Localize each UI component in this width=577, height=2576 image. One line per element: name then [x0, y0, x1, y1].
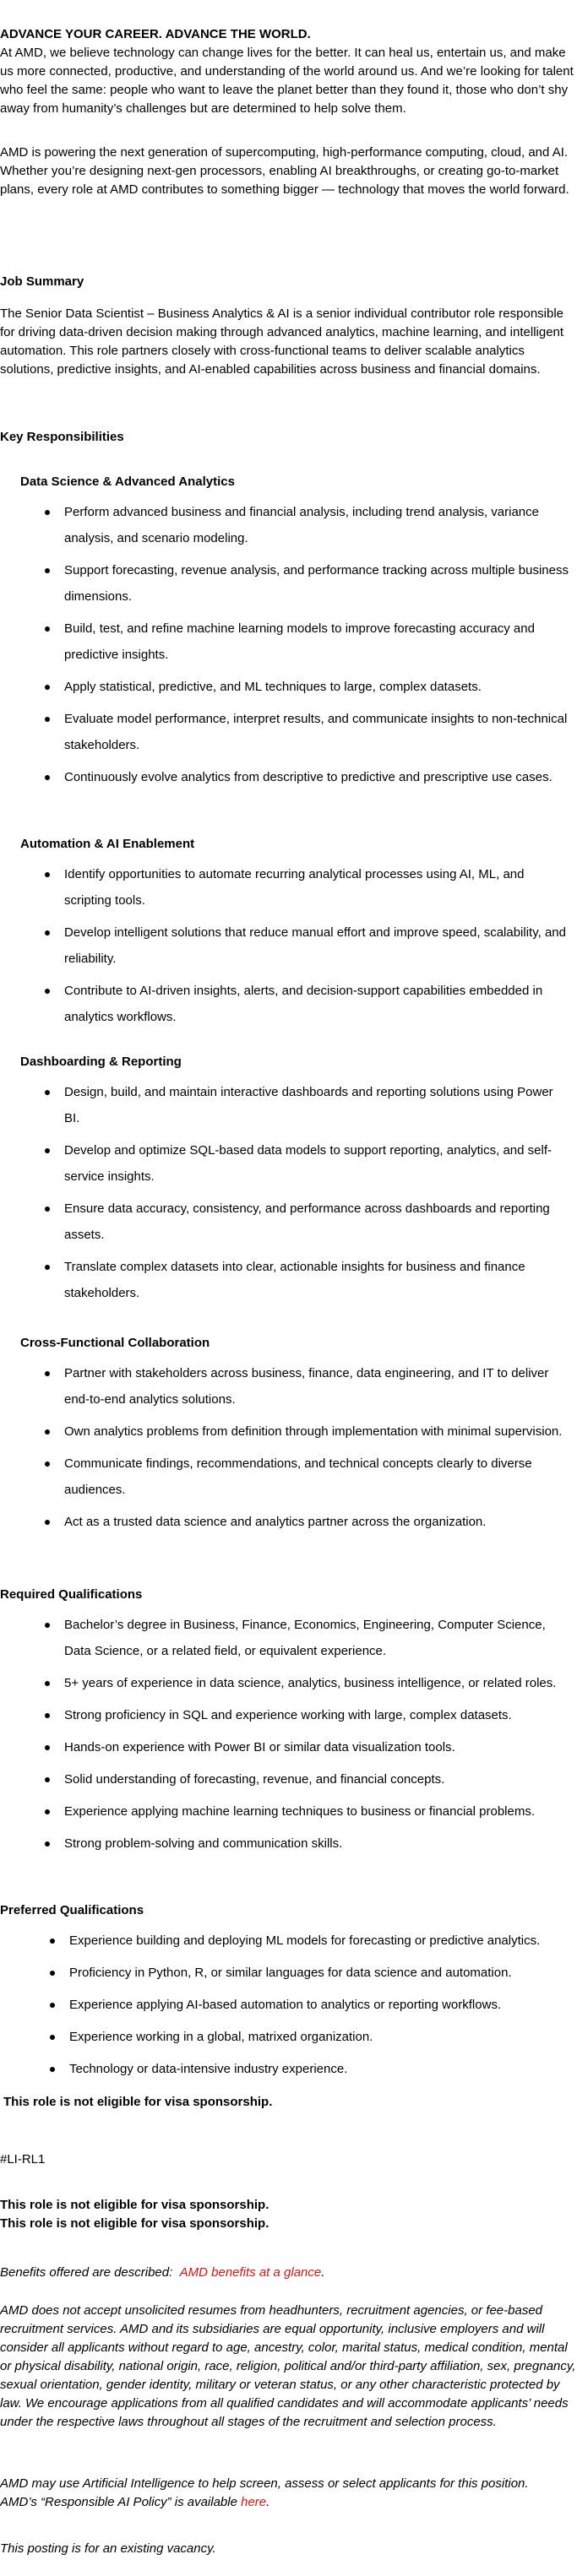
list-item: Experience working in a global, matrixed organization.: [0, 2024, 571, 2050]
bullet-list: [0, 1079, 571, 1312]
job-summary-heading: Job Summary: [0, 274, 84, 289]
benefits-label: Benefits offered are described:: [0, 2265, 173, 2280]
visa-note: This role is not eligible for visa sponsorship.: [0, 2216, 269, 2231]
list-item: Solid understanding of forecasting, revenue, and financial concepts.: [0, 1766, 571, 1792]
intro-paragraph: AMD is powering the next generation of supercomputing, high-performance computing, cloud, and AI. Whether you’re designing next-gen processors, enabling AI breakthroughs, or creating go-to-market plans, every role at AMD contributes to something bigger — technology that moves the world forward.: [0, 145, 569, 197]
list-item: Communicate findings, recommendations, and technical concepts clearly to diverse audiences.: [0, 1451, 571, 1503]
list-item: Develop and optimize SQL-based data models to support reporting, analytics, and self-service insights.: [0, 1137, 571, 1190]
group-title: Cross-Functional Collaboration: [20, 1336, 210, 1350]
intro-paragraph: At AMD, we believe technology can change lives for the better. It can heal us, entertain us, and make us more connected, productive, and understanding of the world around us. And we’re looking for talent who feel the same: people who want to leave the planet better than they found it, those who don’t shy away from humanity’s challenges but are determined to help solve them.: [0, 46, 574, 116]
benefits-suffix: .: [321, 2265, 325, 2280]
ai-policy-label: AMD’s “Responsible AI Policy” is available: [0, 2495, 237, 2509]
benefits-line: [0, 2264, 577, 2282]
list-item: Bachelor’s degree in Business, Finance, Economics, Engineering, Computer Science, Data Science, or a related field, or equivalent experience.: [0, 1612, 571, 1664]
bullet-list: [0, 1928, 571, 2088]
visa-note: This role is not eligible for visa sponsorship.: [3, 2095, 273, 2109]
group-title: Data Science & Advanced Analytics: [20, 475, 235, 489]
preferred-qualifications-heading: Preferred Qualifications: [0, 1903, 144, 1917]
key-responsibilities-heading: Key Responsibilities: [0, 430, 124, 444]
ai-policy-link[interactable]: here: [241, 2495, 267, 2509]
list-item: 5+ years of experience in data science, analytics, business intelligence, or related roles.: [0, 1670, 571, 1696]
bullet-list: [0, 1360, 571, 1541]
bullet-list: [0, 861, 571, 1036]
list-item: Experience building and deploying ML models for forecasting or predictive analytics.: [0, 1928, 571, 1954]
job-summary-text: The Senior Data Scientist – Business Analytics & AI is a senior individual contributor role responsible for driving data-driven decision making through advanced analytics, machine learning, and intelligent automation. This role partners closely with cross-functional teams to deliver scalable analytics solutions, predictive insights, and AI-enabled capabilities across business and financial domains.: [0, 306, 564, 377]
group-title: Dashboarding & Reporting: [20, 1055, 182, 1069]
list-item: Identify opportunities to automate recurring analytical processes using AI, ML, and scripting tools.: [0, 861, 571, 914]
intro-heading: ADVANCE YOUR CAREER. ADVANCE THE WORLD.: [0, 27, 311, 41]
eeo-statement: AMD does not accept unsolicited resumes from headhunters, recruitment agencies, or fee-based recruitment services. AMD and its subsidiaries are equal opportunity, inclusive employers and will consider all applicants without regard to age, ancestry, color, marital status, medical condition, mental or physical disability, national origin, race, religion, political and/or third-party affiliation, sex, pregnancy, sexual orientation, gender identity, military or veteran status, or any other characteristic protected by law. We encourage applications from all qualified candidates and will accommodate applicants’ needs under the respective laws throughout all stages of the recruitment and selection process.: [0, 2303, 576, 2429]
bullet-list: [0, 1612, 571, 1863]
ai-policy-suffix: .: [266, 2495, 270, 2509]
list-item: Own analytics problems from definition through implementation with minimal supervision.: [0, 1418, 571, 1445]
list-item: Strong proficiency in SQL and experience working with large, complex datasets.: [0, 1702, 571, 1728]
list-item: Act as a trusted data science and analytics partner across the organization.: [0, 1509, 571, 1535]
list-item: Evaluate model performance, interpret results, and communicate insights to non-technical stakeholders.: [0, 706, 571, 758]
ai-notice: AMD may use Artificial Intelligence to help screen, assess or select applicants for this position.: [0, 2476, 529, 2491]
list-item: Strong problem-solving and communication skills.: [0, 1830, 571, 1857]
list-item: Perform advanced business and financial analysis, including trend analysis, variance analysis, and scenario modeling.: [0, 499, 571, 551]
list-item: Build, test, and refine machine learning models to improve forecasting accuracy and predictive insights.: [0, 616, 571, 668]
bullet-list: [0, 499, 571, 796]
visa-note: This role is not eligible for visa sponsorship.: [0, 2198, 269, 2212]
hashtag: #LI-RL1: [0, 2152, 46, 2167]
list-item: Design, build, and maintain interactive dashboards and reporting solutions using Power BI.: [0, 1079, 571, 1131]
required-qualifications-heading: Required Qualifications: [0, 1587, 143, 1602]
list-item: Translate complex datasets into clear, actionable insights for business and finance stakeholders.: [0, 1254, 571, 1306]
list-item: Hands-on experience with Power BI or similar data visualization tools.: [0, 1734, 571, 1760]
list-item: Apply statistical, predictive, and ML techniques to large, complex datasets.: [0, 674, 571, 700]
group-title: Automation & AI Enablement: [20, 837, 195, 851]
vacancy-note: This posting is for an existing vacancy.: [0, 2541, 216, 2556]
list-item: Ensure data accuracy, consistency, and performance across dashboards and reporting assets.: [0, 1196, 571, 1248]
list-item: Develop intelligent solutions that reduce manual effort and improve speed, scalability, and reliability.: [0, 919, 571, 972]
list-item: Experience applying AI-based automation to analytics or reporting workflows.: [0, 1992, 571, 2018]
list-item: Contribute to AI-driven insights, alerts, and decision-support capabilities embedded in analytics workflows.: [0, 978, 571, 1030]
benefits-link[interactable]: AMD benefits at a glance: [179, 2265, 322, 2280]
list-item: Partner with stakeholders across business, finance, data engineering, and IT to deliver end-to-end analytics solutions.: [0, 1360, 571, 1413]
list-item: Technology or data-intensive industry experience.: [0, 2056, 571, 2082]
ai-policy-line: [0, 2493, 577, 2512]
list-item: Experience applying machine learning techniques to business or financial problems.: [0, 1798, 571, 1825]
list-item: Support forecasting, revenue analysis, and performance tracking across multiple business dimensions.: [0, 557, 571, 610]
list-item: Continuously evolve analytics from descriptive to predictive and prescriptive use cases.: [0, 764, 571, 790]
list-item: Proficiency in Python, R, or similar languages for data science and automation.: [0, 1960, 571, 1986]
